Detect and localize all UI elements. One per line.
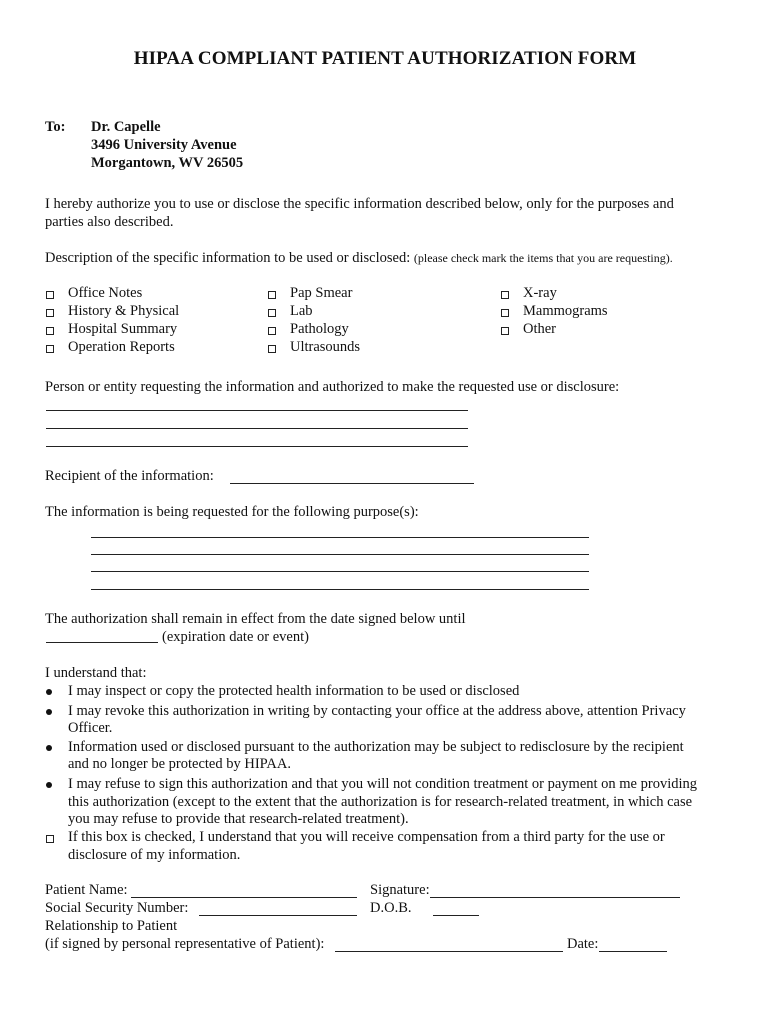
checkbox-hospital-summary[interactable]: [46, 327, 54, 335]
checklist-label: Mammograms: [523, 303, 608, 319]
understand-item-cont: you may refuse to provide that research-related treatment).: [68, 811, 409, 827]
purpose-field-line-1[interactable]: [91, 537, 589, 538]
date-field[interactable]: [599, 951, 667, 952]
requester-field-line-2[interactable]: [46, 428, 468, 429]
checklist-label: X-ray: [523, 285, 557, 301]
recipient-field[interactable]: [230, 483, 474, 484]
purpose-label: The information is being requested for the following purpose(s):: [45, 504, 419, 520]
bullet-icon: [46, 745, 52, 751]
to-label: To:: [45, 119, 66, 135]
purpose-field-line-4[interactable]: [91, 589, 589, 590]
checkbox-mammograms[interactable]: [501, 309, 509, 317]
understand-item: I may revoke this authorization in writing by contacting your office at the address above, attention Privacy: [68, 703, 686, 719]
bullet-icon: [46, 782, 52, 788]
recipient-street: 3496 University Avenue: [91, 137, 237, 153]
understand-item-cont: this authorization (except to the extent that the authorization is for research-related treatment, in which case: [68, 794, 693, 810]
checkbox-other[interactable]: [501, 327, 509, 335]
ssn-field[interactable]: [199, 915, 357, 916]
requester-field-line-1[interactable]: [46, 410, 468, 411]
understand-item-cont: Officer.: [68, 720, 113, 736]
checkbox-history-physical[interactable]: [46, 309, 54, 317]
representative-field[interactable]: [335, 951, 563, 952]
intro-text: I hereby authorize you to use or disclose the specific information described below, only for the purposes and: [45, 196, 674, 212]
checkbox-operation-reports[interactable]: [46, 345, 54, 353]
bullet-icon: [46, 689, 52, 695]
expiration-note: (expiration date or event): [162, 629, 309, 645]
intro-text-cont: parties also described.: [45, 214, 174, 230]
understand-item: Information used or disclosed pursuant to the authorization may be subject to redisclosure by the recipient: [68, 739, 684, 755]
checkbox-ultrasounds[interactable]: [268, 345, 276, 353]
description-main: Description of the specific information to be used or disclosed:: [45, 250, 411, 266]
understand-item: If this box is checked, I understand that you will receive compensation from a third party for the use or: [68, 829, 665, 845]
patient-name-field[interactable]: [131, 897, 357, 898]
requester-field-line-3[interactable]: [46, 446, 468, 447]
checkbox-pap-smear[interactable]: [268, 291, 276, 299]
purpose-field-line-2[interactable]: [91, 554, 589, 555]
checkbox-pathology[interactable]: [268, 327, 276, 335]
bullet-icon: [46, 709, 52, 715]
signature-field[interactable]: [430, 897, 680, 898]
expiration-field[interactable]: [46, 642, 158, 643]
form-title: HIPAA COMPLIANT PATIENT AUTHORIZATION FORM: [133, 48, 637, 69]
understand-item: I may inspect or copy the protected health information to be used or disclosed: [68, 683, 520, 699]
patient-name-label: Patient Name:: [45, 882, 128, 898]
checklist-label: Pap Smear: [290, 285, 353, 301]
understand-item-cont: and no longer be protected by HIPAA.: [68, 756, 291, 772]
checkbox-office-notes[interactable]: [46, 291, 54, 299]
checklist-label: Hospital Summary: [68, 321, 178, 337]
requester-label: Person or entity requesting the information and authorized to make the requested use or disclosure:: [45, 379, 620, 395]
understand-item: I may refuse to sign this authorization and that you will not condition treatment or payment on me providing: [68, 776, 698, 792]
checklist-label: Operation Reports: [68, 339, 175, 355]
checklist-label: Pathology: [290, 321, 349, 337]
recipient-city: Morgantown, WV 26505: [91, 155, 244, 171]
description-label: [45, 250, 673, 267]
representative-label: (if signed by personal representative of Patient):: [45, 936, 325, 952]
checklist-label: History & Physical: [68, 303, 180, 319]
checkbox-compensation[interactable]: [46, 835, 54, 843]
recipient-doctor-name: Dr. Capelle: [91, 119, 161, 135]
checklist-label: Ultrasounds: [290, 339, 361, 355]
purpose-field-line-3[interactable]: [91, 571, 589, 572]
checklist-label: Lab: [290, 303, 313, 319]
checklist-label: Office Notes: [68, 285, 143, 301]
relationship-label: Relationship to Patient: [45, 918, 178, 934]
checkbox-x-ray[interactable]: [501, 291, 509, 299]
signature-label: Signature:: [370, 882, 430, 898]
dob-label: D.O.B.: [370, 900, 412, 916]
dob-field[interactable]: [433, 915, 479, 916]
recipient-label: Recipient of the information:: [45, 468, 214, 484]
expiration-text: The authorization shall remain in effect from the date signed below until: [45, 611, 466, 627]
understand-item-cont: disclosure of my information.: [68, 847, 241, 863]
checklist-label: Other: [523, 321, 557, 337]
understand-label: I understand that:: [45, 665, 147, 681]
description-note: (please check mark the items that you are requesting).: [413, 251, 673, 265]
ssn-label: Social Security Number:: [45, 900, 189, 916]
date-label: Date:: [567, 936, 599, 952]
checkbox-lab[interactable]: [268, 309, 276, 317]
